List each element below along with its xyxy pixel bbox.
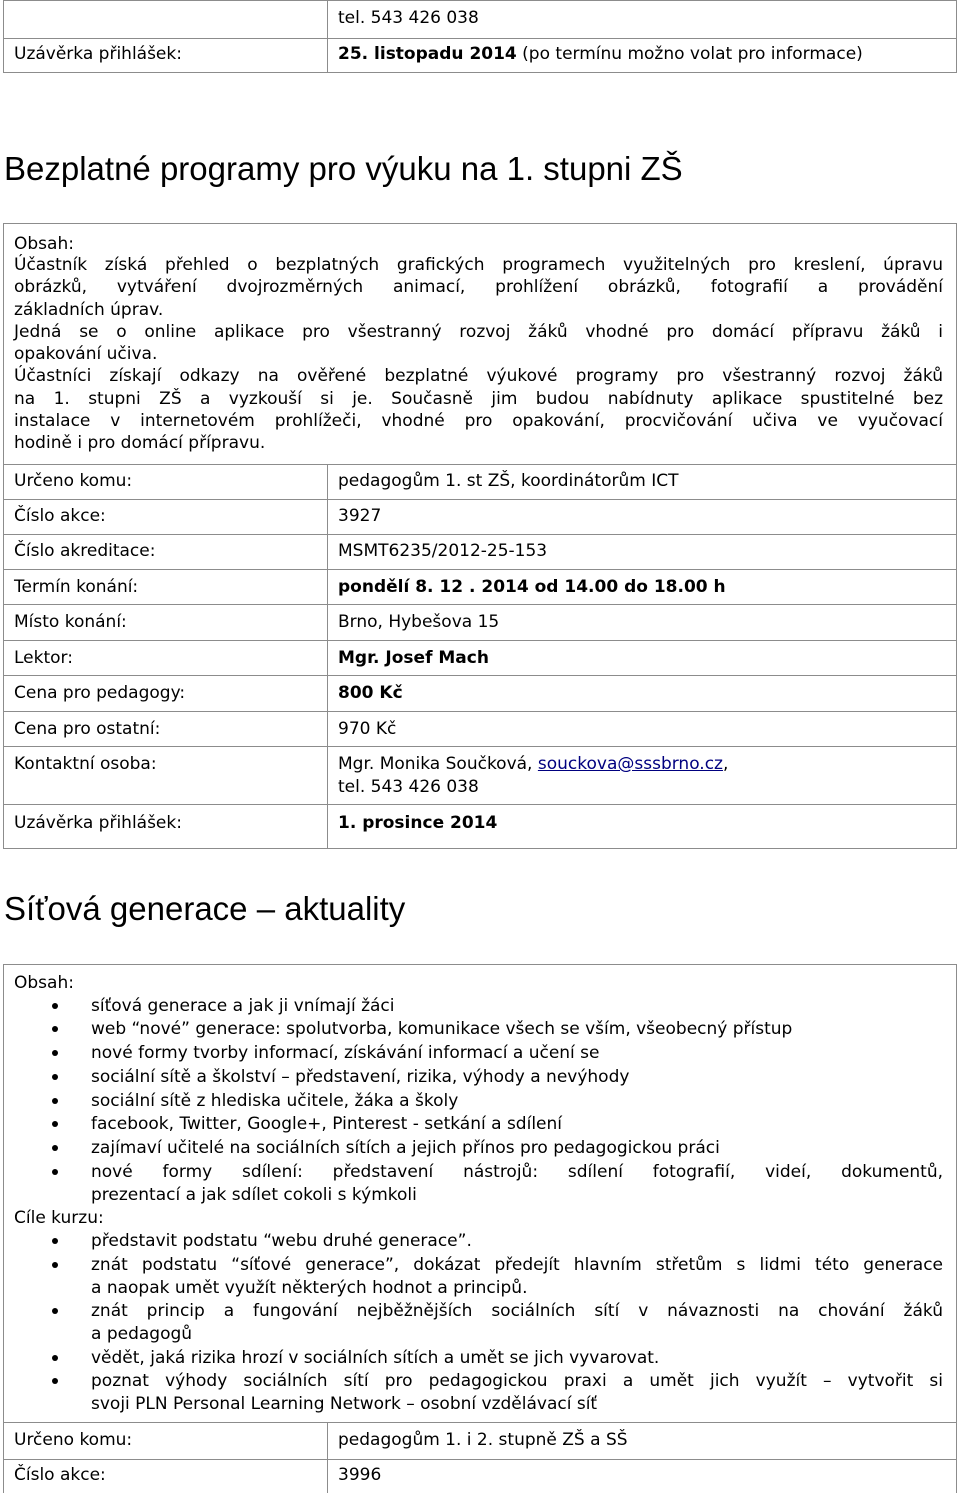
course2-action-value: 3996: [338, 1465, 382, 1485]
desc-line: obrázků, vytváření dvojrozměrných animací, prohlížení obrázků, fotografií a provádění: [14, 277, 943, 298]
top-deadline-note: (po termínu možno volat pro informace): [516, 44, 863, 64]
course1-lector-value: Mgr. Josef Mach: [338, 648, 489, 668]
bullet-icon: [50, 1162, 60, 1182]
desc-line: na 1. stupni ZŠ a vyzkouší si je. Současně jim budou nabídnuty aplikace spustitelné bez: [14, 388, 943, 409]
course1-place-value: Brno, Hybešova 15: [338, 612, 500, 632]
top-phone: tel. 543 426 038: [338, 8, 479, 28]
top-deadline-value: [338, 44, 863, 64]
course1-contact-label: Kontaktní osoba:: [14, 754, 157, 774]
goal-item-cont: a pedagogů: [91, 1324, 193, 1344]
course1-contact-phone: tel. 543 426 038: [338, 777, 479, 797]
content-item: zajímaví učitelé na sociálních sítích a jejich přínos pro pedagogickou práci: [91, 1138, 720, 1158]
content-item-cont: prezentací a jak sdílet cokoli s kýmkoli: [91, 1185, 417, 1205]
course1-action-value: 3927: [338, 506, 382, 526]
goal-item: znát podstatu “síťové generace”, dokázat předejít hlavním střetům s lidmi této generace: [91, 1255, 943, 1275]
bullet-icon: [50, 1138, 60, 1158]
bullet-icon: [50, 1067, 60, 1087]
top-deadline-date: 25. listopadu 2014: [338, 44, 517, 64]
desc-line: Účastníci získají odkazy na ověřené bezplatné výukové programy pro všestranný rozvoj žáků: [14, 366, 943, 387]
goal-item-cont: svoji PLN Personal Learning Network – osobní vzdělávací síť: [91, 1394, 598, 1414]
bullet-icon: [50, 1091, 60, 1111]
desc-line: Účastník získá přehled o bezplatných grafických programech využitelných pro kreslení, úpravu: [14, 255, 943, 275]
course1-deadline-value: 1. prosince 2014: [338, 813, 498, 833]
bullet-icon: [50, 1231, 60, 1251]
course1-price-other-label: Cena pro ostatní:: [14, 719, 161, 739]
goal-item: představit podstatu “webu druhé generace”.: [91, 1231, 472, 1251]
contact-email-link[interactable]: souckova@sssbrno.cz: [537, 754, 723, 774]
course1-contact-value: [338, 754, 728, 774]
course1-accred-value: MSMT6235/2012-25-153: [338, 541, 548, 561]
course1-content-label: Obsah:: [14, 234, 74, 254]
course1-term-label: Termín konání:: [14, 577, 139, 597]
content-item: sociální sítě a školství – představení, rizika, výhody a nevýhody: [91, 1067, 630, 1087]
course2-action-label: Číslo akce:: [14, 1465, 106, 1485]
contact-name: Mgr. Monika Součková,: [338, 754, 538, 774]
course1-action-label: Číslo akce:: [14, 506, 106, 526]
bullet-icon: [50, 1043, 60, 1063]
course1-lector-label: Lektor:: [14, 648, 73, 668]
content-item: síťová generace a jak ji vnímají žáci: [91, 996, 395, 1016]
course1-price-ped-value: 800 Kč: [338, 683, 403, 703]
course1-accred-label: Číslo akreditace:: [14, 541, 156, 561]
course2-for-label: Určeno komu:: [14, 1430, 133, 1450]
course1-title: Bezplatné programy pro výuku na 1. stupni ZŠ: [4, 150, 683, 187]
course1-for-label: Určeno komu:: [14, 471, 133, 491]
course1-price-ped-label: Cena pro pedagogy:: [14, 683, 186, 703]
content-item: nové formy tvorby informací, získávání informací a učení se: [91, 1043, 600, 1063]
desc-line: základních úprav.: [14, 299, 164, 320]
bullet-icon: [50, 1019, 60, 1039]
course1-for-value: pedagogům 1. st ZŠ, koordinátorům ICT: [338, 471, 679, 491]
bullet-icon: [50, 996, 60, 1016]
goal-item: poznat výhody sociálních sítí pro pedagogickou praxi a umět jich využít – vytvořit si: [91, 1371, 943, 1391]
desc-line: Jedná se o online aplikace pro všestranný rozvoj žáků vhodné pro domácí přípravu žáků i: [14, 321, 943, 342]
course2-goals-label: Cíle kurzu:: [14, 1208, 104, 1228]
course1-place-label: Místo konání:: [14, 612, 127, 632]
course1-term-value: pondělí 8. 12 . 2014 od 14.00 do 18.00 h: [338, 577, 726, 597]
content-item: nové formy sdílení: představení nástrojů: sdílení fotografií, videí, dokumentů,: [91, 1162, 943, 1182]
content-item: web “nové” generace: spolutvorba, komunikace všech se vším, všeobecný přístup: [91, 1019, 793, 1039]
contact-comma: ,: [722, 754, 729, 774]
course2-title: Síťová generace – aktuality: [4, 890, 406, 927]
goal-item: znát princip a fungování nejběžnějších sociálních sítí v návaznosti na chování žáků: [91, 1301, 943, 1321]
goal-item-cont: a naopak umět využít některých hodnot a principů.: [91, 1278, 528, 1298]
bullet-icon: [50, 1348, 60, 1368]
bullet-icon: [50, 1114, 60, 1134]
course1-description: [14, 254, 943, 455]
course1-deadline-label: Uzávěrka přihlášek:: [14, 813, 182, 833]
course2-for-value: pedagogům 1. i 2. stupně ZŠ a SŠ: [338, 1430, 628, 1450]
desc-line: instalace v internetovém prohlížeči, vhodné pro opakování, procvičování učiva ve vyučovací: [14, 411, 943, 432]
bullet-icon: [50, 1255, 60, 1275]
content-item: sociální sítě z hlediska učitele, žáka a školy: [91, 1091, 459, 1111]
desc-line: hodině i pro domácí přípravu.: [14, 433, 266, 454]
bullet-icon: [50, 1301, 60, 1321]
content-item: facebook, Twitter, Google+, Pinterest - setkání a sdílení: [91, 1114, 562, 1134]
goal-item: vědět, jaká rizika hrozí v sociálních sítích a umět se jich vyvarovat.: [91, 1348, 660, 1368]
top-deadline-label: Uzávěrka přihlášek:: [14, 44, 182, 64]
desc-line: opakování učiva.: [14, 344, 158, 365]
course2-content-label: Obsah:: [14, 973, 74, 993]
bullet-icon: [50, 1371, 60, 1391]
course1-price-other-value: 970 Kč: [338, 719, 397, 739]
